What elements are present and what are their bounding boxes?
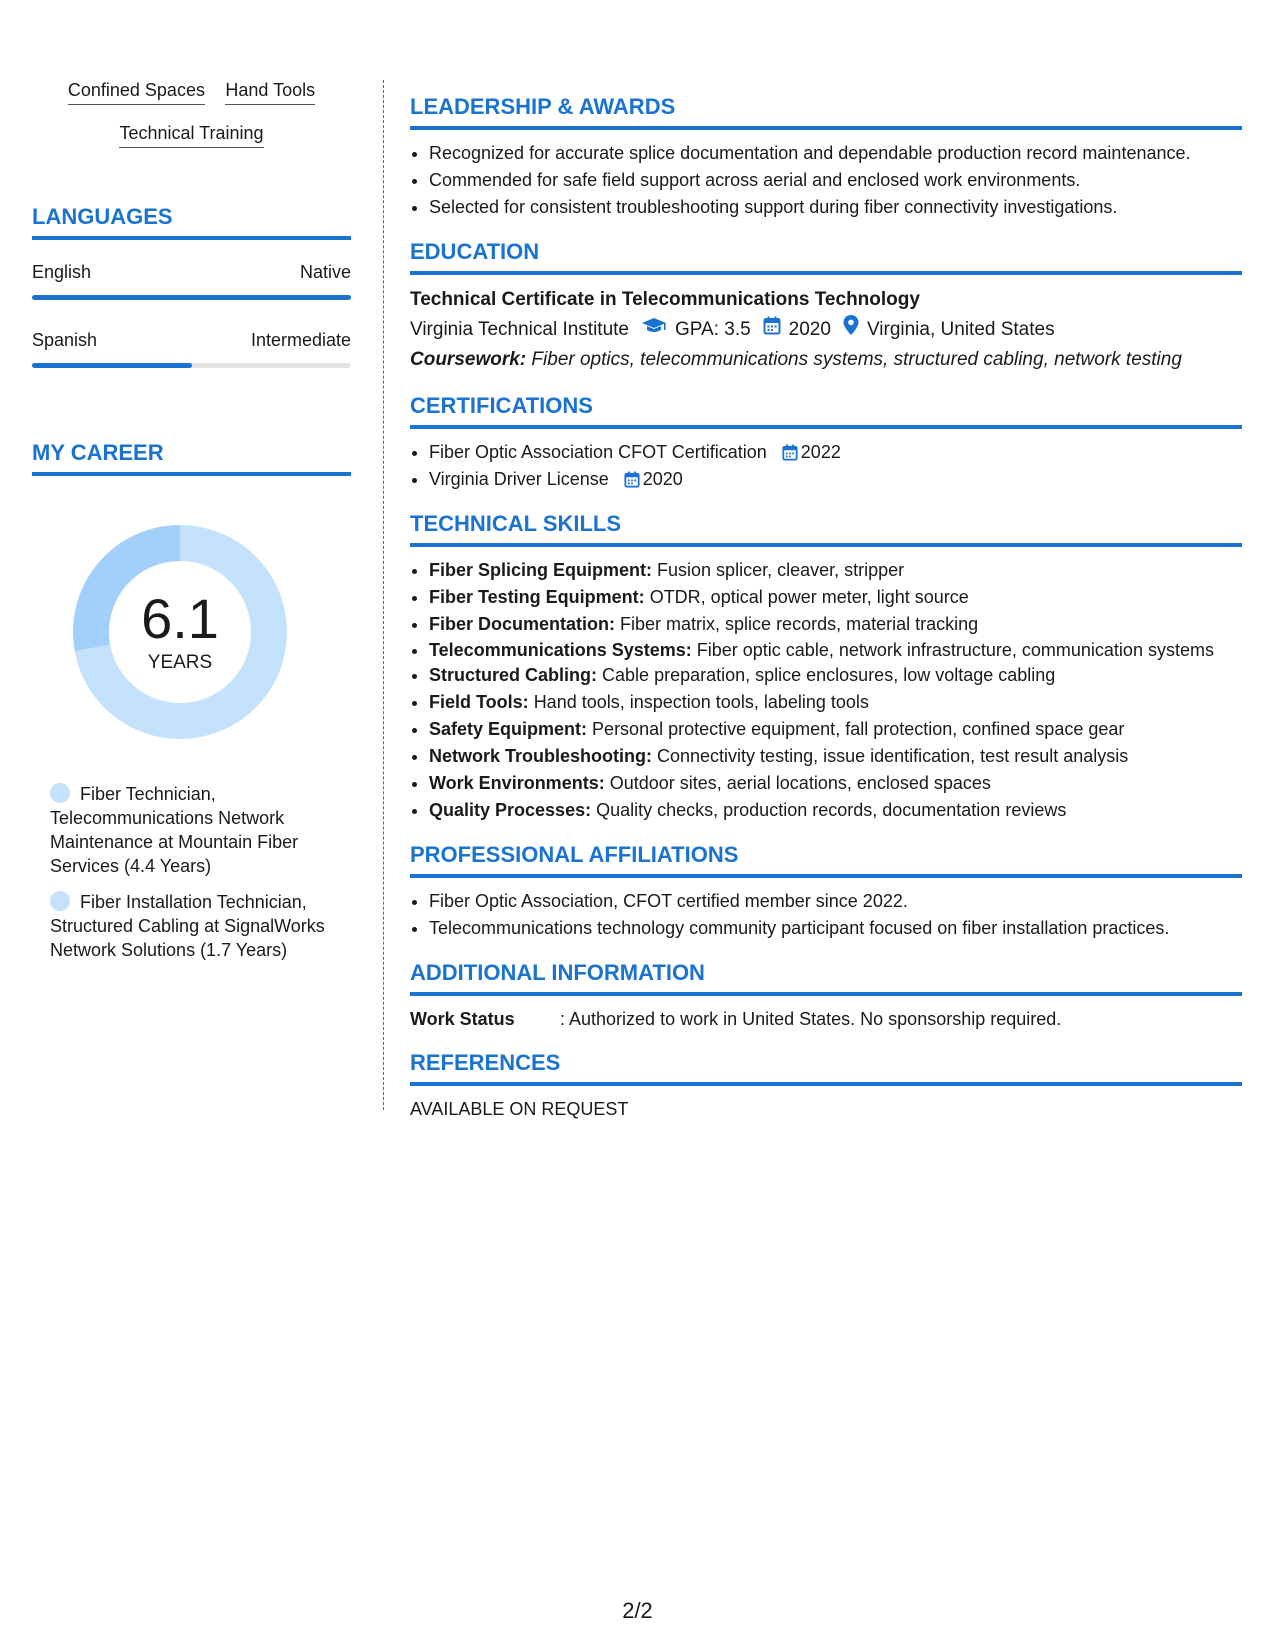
coursework-text: Fiber optics, telecommunications systems, structured cabling, network testing: [531, 349, 1182, 370]
list-item: [429, 662, 1242, 689]
cert-name: Fiber Optic Association CFOT Certification: [429, 442, 767, 462]
list-item: [429, 466, 1242, 493]
skill-label: Structured Cabling:: [429, 665, 598, 685]
technical-skills-title: TECHNICAL SKILLS: [410, 511, 1242, 547]
list-item: [429, 439, 1242, 466]
list-item: • Fiber Optic Association, CFOT certified member since 2022.: [429, 888, 1242, 915]
references-text: AVAILABLE ON REQUEST: [410, 1099, 629, 1119]
skill-value: Connectivity testing, issue identification, test result analysis: [657, 746, 1129, 766]
language-level: Intermediate: [250, 330, 351, 350]
cert-year: 2022: [800, 442, 841, 462]
work-status-value: : Authorized to work in United States. No sponsorship required.: [560, 1009, 1062, 1029]
list-item: [429, 743, 1242, 770]
career-dot-icon: [50, 783, 70, 803]
cert-year: 2020: [642, 469, 683, 489]
left-column: [32, 80, 351, 974]
skill-value: Fusion splicer, cleaver, stripper: [657, 560, 905, 580]
additional-info-title: ADDITIONAL INFORMATION: [410, 960, 1242, 996]
list-item: [429, 557, 1242, 584]
gpa: GPA: 3.5: [674, 319, 751, 340]
language-level: Native: [299, 262, 351, 282]
degree: Technical Certificate in Telecommunications Technology: [410, 289, 920, 310]
career-item-text: Fiber Technician, Telecommunications Network Maintenance at Mountain Fiber Services (4.4 Years): [50, 784, 299, 876]
list-item: • Selected for consistent troubleshooting support during fiber connectivity investigations.: [429, 194, 1242, 221]
education-section: [410, 239, 1242, 375]
career-donut: [66, 518, 294, 746]
leadership-title: LEADERSHIP & AWARDS: [410, 94, 1242, 130]
column-divider: [383, 80, 384, 1110]
skill-label: Safety Equipment:: [429, 719, 588, 739]
career-item-text: Fiber Installation Technician, Structured Cabling at SignalWorks Network Solutions (1.7 Years): [50, 892, 325, 960]
references-title: REFERENCES: [410, 1050, 1242, 1086]
additional-info-section: [410, 960, 1242, 1032]
language-item: [32, 262, 351, 300]
references-section: [410, 1050, 1242, 1122]
skill-label: Fiber Documentation:: [429, 614, 616, 634]
skill-value: Fiber matrix, splice records, material tracking: [620, 614, 979, 634]
calendar-icon: [782, 444, 798, 461]
technical-skills-section: [410, 511, 1242, 824]
skill-label: Quality Processes:: [429, 800, 592, 820]
career-title: MY CAREER: [32, 440, 351, 476]
list-item: [429, 584, 1242, 611]
language-name: English: [32, 262, 92, 282]
education-title: EDUCATION: [410, 239, 1242, 275]
language-name: Spanish: [32, 330, 98, 350]
list-item: [429, 689, 1242, 716]
skill-label: Telecommunications Systems:: [429, 640, 692, 660]
school: Virginia Technical Institute: [410, 319, 629, 340]
language-item: [32, 330, 351, 368]
skill-tag: Technical Training: [119, 123, 263, 148]
list-item: [429, 716, 1242, 743]
skill-value: Quality checks, production records, documentation reviews: [596, 800, 1067, 820]
skill-value: Cable preparation, splice enclosures, low voltage cabling: [602, 665, 1056, 685]
graduation-year: 2020: [788, 319, 831, 340]
languages-title: LANGUAGES: [32, 204, 351, 240]
career-list: [50, 782, 340, 962]
location: Virginia, United States: [866, 319, 1055, 340]
map-pin-icon: [843, 315, 859, 345]
skill-label: Field Tools:: [429, 692, 529, 712]
career-item: [50, 782, 340, 878]
cert-name: Virginia Driver License: [429, 469, 609, 489]
language-bar: [32, 295, 351, 300]
work-status-label: Work Status: [410, 1009, 515, 1029]
list-item: • Commended for safe field support across aerial and enclosed work environments.: [429, 167, 1242, 194]
language-bar-fill: [32, 363, 192, 368]
skill-value: OTDR, optical power meter, light source: [649, 587, 969, 607]
coursework: [410, 345, 1242, 375]
leadership-section: [410, 94, 1242, 221]
skill-tag: Confined Spaces: [68, 80, 205, 105]
career-item: [50, 890, 340, 962]
career-unit: YEARS: [147, 652, 213, 673]
skill-value: Personal protective equipment, fall protection, confined space gear: [592, 719, 1125, 739]
page-number: 2/2: [622, 1598, 653, 1623]
skill-label: Network Troubleshooting:: [429, 746, 652, 766]
list-item: • Recognized for accurate splice documentation and dependable production record maintenance.: [429, 140, 1242, 167]
list-item: [429, 797, 1242, 824]
affiliations-title: PROFESSIONAL AFFILIATIONS: [410, 842, 1242, 878]
education-details: [410, 315, 1242, 345]
list-item: [429, 638, 1242, 662]
skill-value: Hand tools, inspection tools, labeling tools: [533, 692, 869, 712]
skill-value: Fiber optic cable, network infrastructure, communication systems: [696, 640, 1214, 660]
list-item: • Telecommunications technology community participant focused on fiber installation practices.: [429, 915, 1242, 942]
affiliations-section: [410, 842, 1242, 942]
career-total: 6.1: [141, 587, 219, 650]
calendar-icon: [624, 471, 640, 488]
list-item: [429, 611, 1242, 638]
language-bar: [32, 363, 351, 368]
certifications-title: CERTIFICATIONS: [410, 393, 1242, 429]
skill-label: Fiber Splicing Equipment:: [429, 560, 653, 580]
skill-tag: Hand Tools: [225, 80, 315, 105]
cert-date: [624, 469, 683, 489]
skill-label: Fiber Testing Equipment:: [429, 587, 645, 607]
skill-value: Outdoor sites, aerial locations, enclosed spaces: [609, 773, 991, 793]
certifications-section: [410, 393, 1242, 493]
cert-date: [782, 442, 841, 462]
skill-label: Work Environments:: [429, 773, 605, 793]
skill-tags: [32, 80, 351, 148]
coursework-label: Coursework:: [410, 349, 527, 370]
career-dot-icon: [50, 891, 70, 911]
right-column: [410, 94, 1242, 1140]
calendar-icon: [763, 315, 781, 345]
list-item: [429, 770, 1242, 797]
graduation-cap-icon: [641, 315, 667, 345]
language-bar-fill: [32, 295, 351, 300]
